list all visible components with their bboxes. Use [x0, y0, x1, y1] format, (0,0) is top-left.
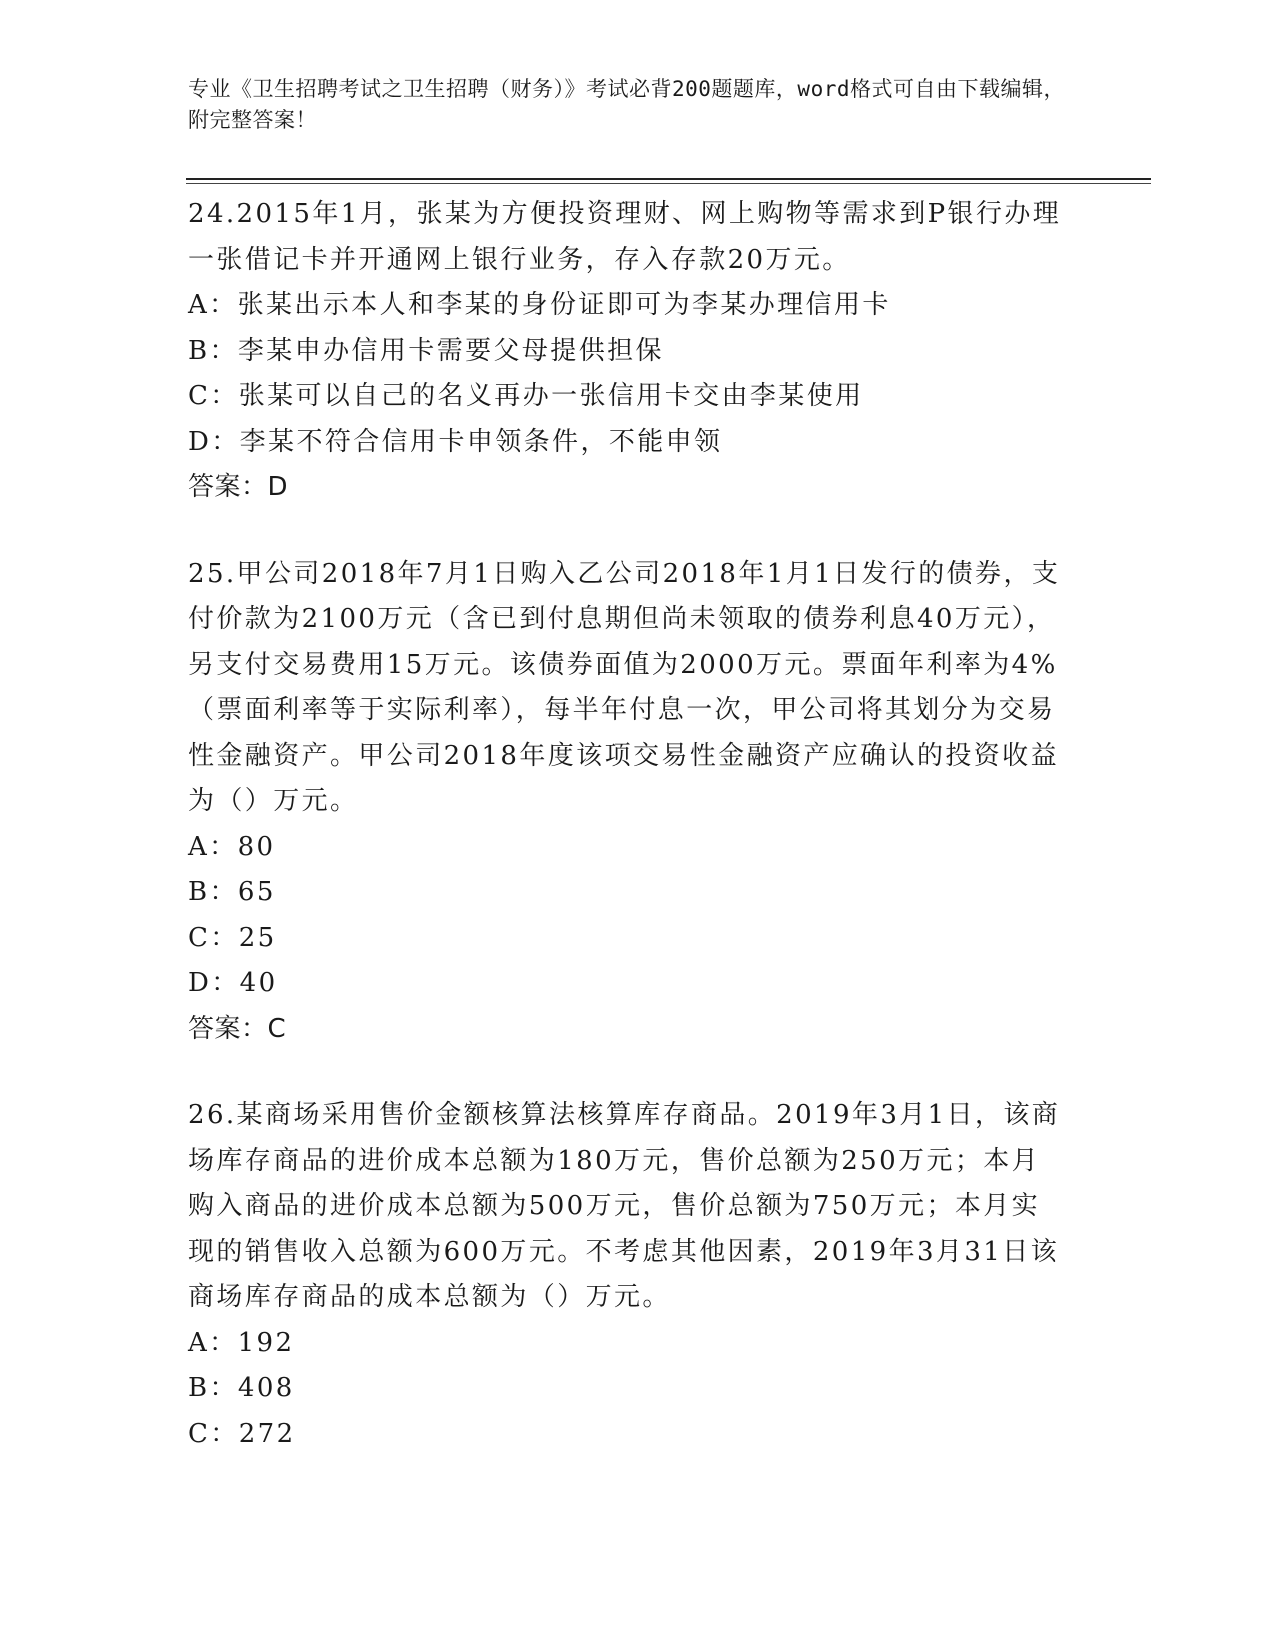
option-a: A：192 [188, 1327, 295, 1358]
option-a: A：张某出示本人和李某的身份证即可为李某办理信用卡 [188, 290, 891, 320]
option-d: D：40 [188, 968, 278, 998]
header-divider [186, 178, 1151, 180]
question-stem: 24.2015年1月，张某为方便投资理财、网上购物等需求到P银行办理一张借记卡并开通网上银行业务，存入存款20万元。 [188, 199, 1062, 275]
header-divider-thin [186, 183, 1151, 184]
question-25 [188, 552, 1068, 1053]
option-a: A：80 [188, 831, 276, 862]
question-stem: 25.甲公司2018年7月1日购入乙公司2018年1月1日发行的债券，支付价款为2100万元（含已到付息期但尚未领取的债券利息40万元），另支付交易费用15万元。该债券面值为2000万元。票面年利率为4%（票面利率等于实际利率），每半年付息一次，甲公司将其划分为交易性金融资产。甲公司2018年度该项交易性金融资产应确认的投资收益为（）万元。 [188, 558, 1061, 816]
option-b: B：408 [188, 1373, 295, 1403]
option-b: B：李某申办信用卡需要父母提供担保 [188, 335, 664, 366]
option-c: C：25 [188, 922, 277, 953]
option-b: B：65 [188, 877, 276, 907]
option-c: C：张某可以自己的名义再办一张信用卡交由李某使用 [188, 381, 864, 411]
answer: 答案：D [188, 472, 289, 502]
question-24 [188, 192, 1068, 511]
question-26 [188, 1093, 1068, 1457]
question-stem: 26.某商场采用售价金额核算法核算库存商品。2019年3月1日，该商场库存商品的进价成本总额为180万元，售价总额为250万元；本月购入商品的进价成本总额为500万元，售价总额为750万元；本月实现的销售收入总额为600万元。不考虑其他因素，2019年3月31日该商场库存商品的成本总额为（）万元。 [188, 1100, 1061, 1312]
page-header: 专业《卫生招聘考试之卫生招聘（财务）》考试必背200题题库，word格式可自由下载编辑，附完整答案！ [188, 77, 1065, 132]
question-list [188, 192, 1068, 1498]
option-c: C：272 [188, 1418, 296, 1449]
answer: 答案：C [188, 1013, 287, 1044]
option-d: D：李某不符合信用卡申领条件，不能申领 [188, 426, 723, 457]
